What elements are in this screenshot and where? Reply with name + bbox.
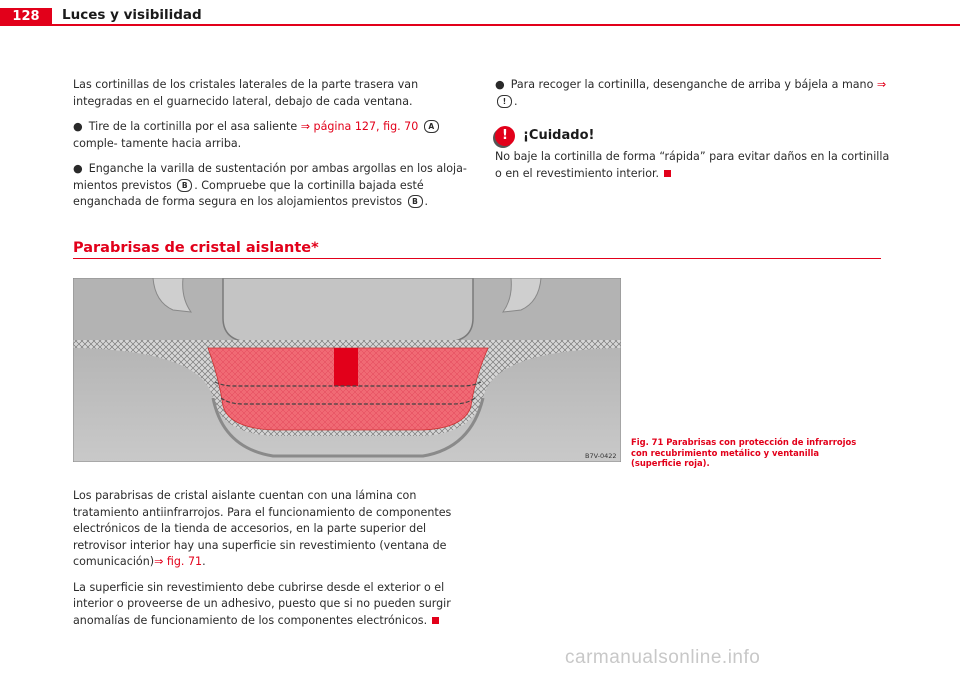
figure-caption: Fig. 71 Parabrisas con protección de infrarrojos con recubrimiento metálico y ventanilla (superficie roja). — [631, 437, 857, 468]
intro-paragraph: Las cortinillas de los cristales laterales de la parte trasera van integradas en el guarnecido lateral, debajo de cada ventana. — [73, 78, 419, 108]
callout-badge-b: B — [408, 195, 423, 208]
section-title: Parabrisas de cristal aislante* — [73, 240, 319, 256]
section-body — [73, 488, 473, 638]
warning-icon: ! — [495, 126, 515, 146]
header-rule — [52, 24, 960, 26]
section-paragraph-1: Los parabrisas de cristal aislante cuentan con una lámina con tratamiento antiinfrarrojos. Para el funcionamiento de componentes electrónicos de la tienda de accesorios, en la parte superior del retrovisor interior hay una superficie sin revestimiento (ventana de comunicación)⇒ fig. 71. — [73, 489, 452, 568]
xref-page-127[interactable]: página 127, fig. 70 — [310, 120, 422, 133]
callout-badge-a: A — [424, 120, 439, 133]
xref-arrow: ⇒ — [876, 78, 887, 91]
right-column — [495, 77, 890, 191]
end-mark — [432, 617, 439, 624]
callout-badge-b: B — [177, 179, 192, 192]
bullet-pull-blind: ● Tire de la cortinilla por el asa saliente ⇒ página 127, fig. 70 A comple- tamente hacia arriba. — [73, 119, 468, 152]
page-header — [0, 0, 960, 26]
end-mark — [664, 170, 671, 177]
page-number: 128 — [0, 8, 52, 26]
watermark: carmanualsonline.info — [565, 647, 761, 668]
section-paragraph-2: La superficie sin revestimiento debe cubrirse desde el exterior o el interior o proveerse de un adhesivo, puesto que si no pueden surgir anomalías de funcionamiento de los componentes electrónicos. — [73, 580, 451, 627]
figure-windshield — [73, 278, 621, 462]
xref-arrow: ⇒ — [300, 120, 311, 133]
xref-arrow: ⇒ — [154, 555, 164, 568]
bullet-dot: ● — [73, 120, 83, 133]
warning-text: No baje la cortinilla de forma “rápida” para evitar daños en la cortinilla o en el revestimiento interior. — [495, 150, 890, 180]
running-title: Luces y visibilidad — [62, 7, 202, 23]
warning-header — [495, 126, 890, 146]
figure-code: B7V-0422 — [585, 452, 617, 460]
windshield-illustration — [73, 278, 621, 462]
bullet-retract-blind: ● Para recoger la cortinilla, desenganche de arriba y bájela a mano ⇒! . — [495, 78, 887, 108]
left-column — [73, 77, 468, 220]
section-rule — [73, 258, 881, 259]
xref-fig-71[interactable]: fig. 71 — [163, 555, 203, 568]
bullet-dot: ● — [73, 162, 83, 175]
warning-ref-badge[interactable]: ! — [497, 95, 512, 108]
bullet-hook-rod: ● Enganche la varilla de sustentación por ambas argollas en los aloja- mientos previstos B . Compruebe que la cortinilla bajada esté enganchada de forma segura en los alojamientos previstos B . — [73, 162, 467, 208]
warning-title: ¡Cuidado! — [523, 127, 595, 143]
bullet-dot: ● — [495, 78, 505, 91]
